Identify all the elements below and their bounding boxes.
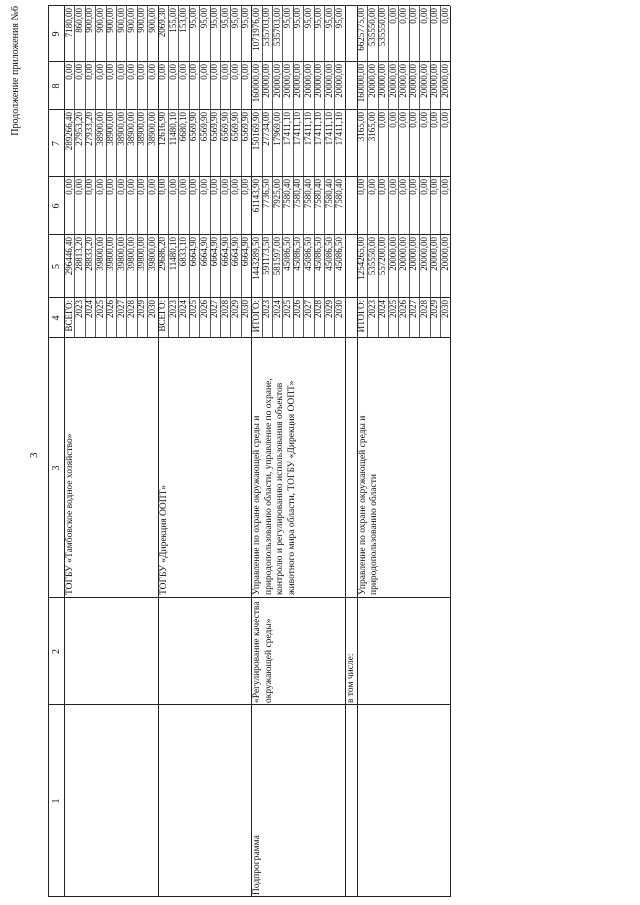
value-cell-col8: 20000,00	[377, 64, 388, 98]
value-cell-col5: 6664,90	[219, 237, 230, 267]
value-cell-col8: 0,00	[219, 64, 230, 80]
value-cell-col8: 0,00	[115, 64, 126, 80]
value-cell-col6: 0,00	[387, 179, 398, 195]
value-cell-col9: 95,00	[292, 8, 303, 29]
value-cell-col6: 0,00	[167, 179, 178, 195]
column-line-2	[48, 597, 450, 598]
value-cell-col7: 6569,90	[219, 112, 230, 142]
value-cell-col6: 0,00	[146, 179, 157, 195]
value-cell-col8: 20000,00	[261, 64, 272, 98]
year-cell: ИТОГО:	[250, 300, 261, 333]
value-cell-col9: 900,00	[105, 8, 116, 33]
value-cell-col5: 39800,00	[136, 237, 147, 271]
value-cell-col5: 6664,90	[209, 237, 220, 267]
executor-cell: Управление по охране окружающей среды и природопользованию области	[357, 415, 380, 595]
column-header-2: 2	[51, 649, 62, 654]
value-cell-col7: 17411,10	[292, 112, 303, 146]
value-cell-col8: 0,00	[188, 64, 199, 80]
year-cell: 2024	[84, 300, 95, 318]
value-cell-col6: 0,00	[157, 179, 168, 195]
column-header-3: 3	[51, 465, 62, 471]
year-cell: 2024	[377, 300, 388, 318]
value-cell-col9: 6625775,00	[356, 8, 367, 51]
value-cell-col5: 39800,00	[125, 237, 136, 271]
year-cell: 2023	[261, 300, 272, 318]
value-cell-col5: 45086,50	[302, 237, 313, 271]
value-cell-col6: 0,00	[356, 179, 367, 195]
value-cell-col7: 27734,00	[261, 112, 272, 146]
value-cell-col7: 0,00	[418, 112, 429, 128]
year-cell: 2028	[125, 300, 136, 318]
value-cell-col8: 20000,00	[271, 64, 282, 98]
column-line-9	[48, 5, 450, 6]
value-cell-col7: 17969,00	[271, 112, 282, 146]
column-line-0	[48, 896, 450, 897]
year-cell: ВСЕГО:	[157, 300, 168, 332]
value-cell-col5: 20000,00	[418, 237, 429, 271]
year-cell: 2030	[240, 300, 251, 318]
value-cell-col9: 0,00	[418, 8, 429, 24]
year-cell: 2030	[146, 300, 157, 318]
column-line-7	[48, 109, 450, 110]
executor-cell: ТОГБУ «Тамбовское водное хозяйство»	[65, 433, 75, 595]
value-cell-col7: 6569,90	[188, 112, 199, 142]
value-cell-col6: 0,00	[177, 179, 188, 195]
year-cell: 2029	[229, 300, 240, 318]
column-line-4	[48, 297, 450, 298]
value-cell-col9: 0,00	[429, 8, 440, 24]
value-cell-col7: 0,00	[408, 112, 419, 128]
value-cell-col6: 0,00	[115, 179, 126, 195]
column-header-5: 5	[51, 264, 62, 269]
value-cell-col9: 155,00	[167, 8, 178, 33]
year-cell: 2028	[313, 300, 324, 318]
value-cell-col9: 95,00	[219, 8, 230, 29]
value-cell-col9: 535550,00	[366, 8, 377, 47]
column-header-8: 8	[51, 83, 62, 89]
value-cell-col5: 45086,50	[323, 237, 334, 271]
value-cell-col8: 0,00	[63, 64, 74, 80]
value-cell-col9: 2069,30	[157, 8, 168, 38]
value-cell-col7: 12616,90	[157, 112, 168, 146]
value-cell-col8: 20000,00	[366, 64, 377, 98]
value-cell-col8: 20000,00	[408, 64, 419, 98]
value-cell-col6: 7580,40	[313, 179, 324, 209]
value-cell-col7: 0,00	[439, 112, 450, 128]
value-cell-col5: 20000,00	[408, 237, 419, 271]
value-cell-col8: 0,00	[167, 64, 178, 80]
value-cell-col8: 0,00	[229, 64, 240, 80]
value-cell-col6: 7580,40	[333, 179, 344, 209]
value-cell-col6: 0,00	[240, 179, 251, 195]
year-cell: 2023	[366, 300, 377, 318]
value-cell-col8: 20000,00	[302, 64, 313, 98]
column-line-3	[48, 337, 450, 338]
value-cell-col6: 0,00	[397, 179, 408, 195]
value-cell-col5: 28833,20	[84, 237, 95, 271]
value-cell-col9: 95,00	[281, 8, 292, 29]
value-cell-col7: 27953,20	[73, 112, 84, 146]
value-cell-col6: 61143,90	[250, 179, 261, 213]
column-line-5	[48, 234, 450, 235]
column-header-7: 7	[51, 141, 62, 146]
value-cell-col9: 900,00	[146, 8, 157, 33]
value-cell-col6: 0,00	[198, 179, 209, 195]
program-name-cell: в том числе:	[345, 653, 356, 703]
value-cell-col6: 0,00	[408, 179, 419, 195]
value-cell-col8: 0,00	[125, 64, 136, 80]
value-cell-col7: 6569,90	[229, 112, 240, 142]
value-cell-col5: 296446,40	[63, 237, 74, 276]
value-cell-col9: 95,00	[333, 8, 344, 29]
column-header-4: 4	[51, 315, 62, 321]
value-cell-col6: 7580,40	[292, 179, 303, 209]
value-cell-col5: 29686,20	[157, 237, 168, 271]
year-cell: 2023	[73, 300, 84, 318]
value-cell-col7: 17411,10	[313, 112, 324, 146]
year-cell: 2027	[209, 300, 220, 318]
year-cell: 2025	[94, 300, 105, 318]
value-cell-col8: 0,00	[157, 64, 168, 80]
value-cell-col5: 535550,00	[366, 237, 377, 276]
value-cell-col5: 1254265,00	[356, 237, 367, 280]
value-cell-col9: 535703,00	[271, 8, 282, 47]
value-cell-col7: 38900,00	[105, 112, 116, 146]
value-cell-col6: 0,00	[105, 179, 116, 195]
value-cell-col7: 6680,10	[177, 112, 188, 142]
value-cell-col5: 581597,00	[271, 237, 282, 276]
value-cell-col9: 0,00	[387, 8, 398, 24]
value-cell-col5: 28813,20	[73, 237, 84, 271]
executor-cell: ТОГБУ «Дирекция ООПТ»	[158, 485, 169, 595]
value-cell-col8: 160000,00	[250, 64, 261, 103]
value-cell-col7: 3165,00	[366, 112, 377, 142]
value-cell-col7: 38900,00	[94, 112, 105, 146]
year-cell: 2028	[219, 300, 230, 318]
value-cell-col8: 160000,00	[356, 64, 367, 103]
value-cell-col6: 0,00	[418, 179, 429, 195]
value-cell-col7: 0,00	[377, 112, 388, 128]
value-cell-col6: 7736,50	[261, 179, 272, 209]
year-cell: 2025	[188, 300, 199, 318]
value-cell-col5: 20000,00	[429, 237, 440, 271]
value-cell-col5: 45086,50	[292, 237, 303, 271]
value-cell-col5: 6664,90	[240, 237, 251, 267]
program-name-cell: «Регулирование качества окружающей среды»	[252, 601, 274, 703]
value-cell-col6: 0,00	[429, 179, 440, 195]
value-cell-col5: 39800,00	[146, 237, 157, 271]
value-cell-col8: 0,00	[84, 64, 95, 80]
value-cell-col6: 0,00	[366, 179, 377, 195]
value-cell-col8: 0,00	[136, 64, 147, 80]
value-cell-col6: 0,00	[94, 179, 105, 195]
value-cell-col6: 7580,40	[323, 179, 334, 209]
value-cell-col5: 20000,00	[387, 237, 398, 271]
value-cell-col6: 7580,40	[281, 179, 292, 209]
value-cell-col6: 0,00	[209, 179, 220, 195]
value-cell-col7: 0,00	[429, 112, 440, 128]
value-cell-col5: 557200,00	[377, 237, 388, 276]
value-cell-col6: 0,00	[125, 179, 136, 195]
value-cell-col6: 0,00	[136, 179, 147, 195]
value-cell-col7: 38900,00	[125, 112, 136, 146]
year-cell: 2027	[302, 300, 313, 318]
value-cell-col7: 11480,10	[167, 112, 178, 146]
value-cell-col8: 0,00	[177, 64, 188, 80]
value-cell-col5: 591173,50	[261, 237, 272, 275]
value-cell-col5: 45086,50	[313, 237, 324, 271]
year-cell: 2029	[429, 300, 440, 318]
year-cell: 2024	[271, 300, 282, 318]
value-cell-col5: 45086,50	[281, 237, 292, 271]
value-cell-col7: 38900,00	[115, 112, 126, 146]
table-top-border	[48, 6, 49, 897]
year-cell: 2030	[333, 300, 344, 318]
value-cell-col6: 0,00	[377, 179, 388, 195]
value-cell-col8: 0,00	[94, 64, 105, 80]
value-cell-col5: 6664,90	[188, 237, 199, 267]
column-header-1: 1	[51, 798, 62, 804]
column-header-6: 6	[51, 203, 62, 209]
value-cell-col9: 95,00	[229, 8, 240, 29]
year-cell: 2028	[418, 300, 429, 318]
value-cell-col7: 17411,10	[333, 112, 344, 146]
value-cell-col5: 20000,00	[397, 237, 408, 271]
value-cell-col7: 6569,90	[240, 112, 251, 142]
value-cell-col9: 900,00	[115, 8, 126, 33]
value-cell-col7: 3165,00	[356, 112, 367, 142]
year-cell: ВСЕГО:	[63, 300, 74, 332]
value-cell-col8: 0,00	[240, 64, 251, 80]
value-cell-col8: 0,00	[146, 64, 157, 80]
value-cell-col7: 38900,00	[146, 112, 157, 146]
value-cell-col8: 0,00	[209, 64, 220, 80]
value-cell-col5: 20000,00	[439, 237, 450, 271]
value-cell-col5: 1443289,50	[250, 237, 261, 280]
value-cell-col8: 20000,00	[313, 64, 324, 98]
value-cell-col8: 20000,00	[397, 64, 408, 98]
value-cell-col9: 900,00	[84, 8, 95, 33]
value-cell-col7: 38900,00	[136, 112, 147, 146]
continuation-note: Продолжение приложения №6	[10, 6, 21, 136]
value-cell-col5: 39800,00	[105, 237, 116, 271]
value-cell-col5: 45086,50	[333, 237, 344, 271]
value-cell-col8: 20000,00	[333, 64, 344, 98]
value-cell-col7: 17411,10	[323, 112, 334, 146]
value-cell-col8: 0,00	[105, 64, 116, 80]
value-cell-col6: 0,00	[439, 179, 450, 195]
value-cell-col7: 17411,10	[302, 112, 313, 146]
column-line-8	[48, 61, 450, 62]
value-cell-col6: 0,00	[63, 179, 74, 195]
value-cell-col5: 6664,90	[198, 237, 209, 267]
value-cell-col9: 0,00	[439, 8, 450, 24]
value-cell-col6: 0,00	[229, 179, 240, 195]
value-cell-col7: 289266,40	[63, 112, 74, 151]
value-cell-col8: 20000,00	[323, 64, 334, 98]
value-cell-col8: 20000,00	[418, 64, 429, 98]
value-cell-col9: 0,00	[397, 8, 408, 24]
year-cell: 2027	[115, 300, 126, 318]
block-border	[450, 6, 451, 897]
value-cell-col9: 7180,00	[63, 8, 74, 38]
value-cell-col9: 900,00	[125, 8, 136, 33]
value-cell-col9: 95,00	[323, 8, 334, 29]
value-cell-col9: 95,00	[209, 8, 220, 29]
value-cell-col9: 900,00	[94, 8, 105, 33]
value-cell-col7: 6569,90	[198, 112, 209, 142]
value-cell-col9: 95,00	[302, 8, 313, 29]
value-cell-col7: 27933,20	[84, 112, 95, 146]
column-header-9: 9	[51, 31, 62, 37]
column-line-1	[48, 704, 450, 705]
value-cell-col5: 6833,10	[177, 237, 188, 267]
value-cell-col9: 95,00	[198, 8, 209, 29]
value-cell-col5: 39800,00	[115, 237, 126, 271]
column-line-6	[48, 176, 450, 177]
year-cell: ИТОГО:	[356, 300, 367, 333]
value-cell-col6: 0,00	[84, 179, 95, 195]
value-cell-col7: 6569,90	[209, 112, 220, 142]
value-cell-col6: 0,00	[73, 179, 84, 195]
year-cell: 2025	[387, 300, 398, 318]
value-cell-col9: 900,00	[136, 8, 147, 33]
year-cell: 2026	[292, 300, 303, 318]
program-type-cell: Подпрограмма	[252, 835, 263, 895]
year-cell: 2023	[167, 300, 178, 318]
year-cell: 2029	[136, 300, 147, 318]
value-cell-col6: 7580,40	[302, 179, 313, 209]
year-cell: 2024	[177, 300, 188, 318]
value-cell-col6: 0,00	[188, 179, 199, 195]
year-cell: 2027	[408, 300, 419, 318]
year-cell: 2026	[105, 300, 116, 318]
value-cell-col9: 535550,00	[377, 8, 388, 47]
page-number: 3	[28, 452, 40, 458]
value-cell-col8: 20000,00	[439, 64, 450, 98]
value-cell-col7: 0,00	[387, 112, 398, 128]
value-cell-col9: 0,00	[408, 8, 419, 24]
year-cell: 2030	[439, 300, 450, 318]
value-cell-col7: 0,00	[397, 112, 408, 128]
year-cell: 2026	[198, 300, 209, 318]
value-cell-col5: 6664,90	[229, 237, 240, 267]
value-cell-col9: 95,00	[240, 8, 251, 29]
value-cell-col9: 1071976,00	[250, 8, 261, 51]
value-cell-col7: 150169,90	[250, 112, 261, 151]
value-cell-col6: 0,00	[219, 179, 230, 195]
value-cell-col9: 153,00	[177, 8, 188, 33]
executor-cell: Управление по охране окружающей среды и природопользованию области, управление по охране, контролю и регулированию использования объектов животного мира области, ТОГБУ «Дирекция ООПТ»	[252, 378, 297, 595]
value-cell-col9: 860,00	[73, 8, 84, 33]
block-border	[345, 6, 346, 897]
year-cell: 2029	[323, 300, 334, 318]
value-cell-col6: 7925,00	[271, 179, 282, 209]
value-cell-col8: 0,00	[198, 64, 209, 80]
value-cell-col7: 17411,10	[281, 112, 292, 146]
value-cell-col8: 20000,00	[281, 64, 292, 98]
year-cell: 2025	[281, 300, 292, 318]
value-cell-col8: 20000,00	[429, 64, 440, 98]
year-cell: 2026	[397, 300, 408, 318]
value-cell-col8: 0,00	[73, 64, 84, 80]
value-cell-col8: 20000,00	[387, 64, 398, 98]
value-cell-col8: 20000,00	[292, 64, 303, 98]
value-cell-col5: 11480,10	[167, 237, 178, 271]
value-cell-col9: 95,00	[188, 8, 199, 29]
value-cell-col5: 39800,00	[94, 237, 105, 271]
value-cell-col9: 535703,00	[261, 8, 272, 47]
value-cell-col9: 95,00	[313, 8, 324, 29]
